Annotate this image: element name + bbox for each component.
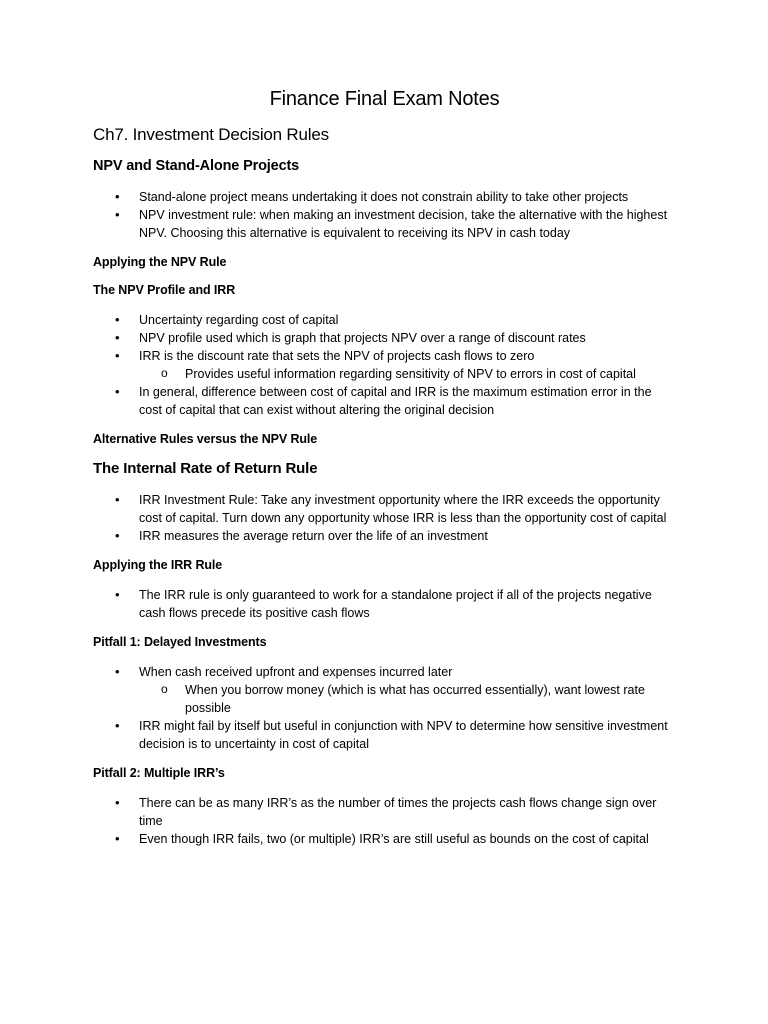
- subheading-alternative-rules: Alternative Rules versus the NPV Rule: [93, 432, 318, 446]
- subheading-pitfall-1: Pitfall 1: Delayed Investments: [93, 635, 267, 649]
- subheading-pitfall-2: Pitfall 2: Multiple IRR’s: [93, 766, 225, 780]
- section-heading-irr-rule: The Internal Rate of Return Rule: [93, 460, 318, 477]
- list-item-text: When cash received upfront and expenses incurred later: [139, 665, 453, 679]
- bullet-list: [93, 794, 676, 848]
- sub-bullet-list: [139, 365, 676, 383]
- bullet-list: [93, 311, 676, 419]
- list-item: • The IRR rule is only guaranteed to work for a standalone project if all of the projects negative cash flows precede its positive cash flows: [93, 586, 676, 622]
- sub-list-item: o Provides useful information regarding sensitivity of NPV to errors in cost of capital: [139, 365, 676, 383]
- list-item-text: IRR is the discount rate that sets the NPV of projects cash flows to zero: [139, 349, 535, 363]
- list-item: [93, 663, 676, 717]
- sub-bullet-list: [139, 681, 676, 717]
- list-item: • There can be as many IRR’s as the number of times the projects cash flows change sign over time: [93, 794, 676, 830]
- bullet-list: [93, 188, 676, 242]
- list-item: • Uncertainty regarding cost of capital: [93, 311, 676, 329]
- list-item: • IRR Investment Rule: Take any investment opportunity where the IRR exceeds the opportunity cost of capital. Turn down any opportunity whose IRR is less than the opportunity cost of capital: [93, 491, 676, 527]
- document-title: Finance Final Exam Notes: [269, 88, 500, 110]
- bullet-list: [93, 586, 676, 622]
- list-item: • Even though IRR fails, two (or multiple) IRR’s are still useful as bounds on the cost of capital: [93, 830, 676, 848]
- subheading-applying-npv: Applying the NPV Rule: [93, 255, 227, 269]
- chapter-heading: Ch7. Investment Decision Rules: [93, 125, 329, 144]
- section-heading-npv-standalone: NPV and Stand-Alone Projects: [93, 158, 300, 174]
- list-item: • In general, difference between cost of capital and IRR is the maximum estimation error in the cost of capital that can exist without altering the original decision: [93, 383, 676, 419]
- bullet-list: [93, 663, 676, 753]
- list-item: • IRR measures the average return over the life of an investment: [93, 527, 676, 545]
- subheading-applying-irr: Applying the IRR Rule: [93, 558, 223, 572]
- list-item: • IRR might fail by itself but useful in conjunction with NPV to determine how sensitive investment decision is to uncertainty in cost of capital: [93, 717, 676, 753]
- sub-list-item: o When you borrow money (which is what has occurred essentially), want lowest rate possible: [139, 681, 676, 717]
- list-item: [93, 347, 676, 383]
- list-item: • NPV profile used which is graph that projects NPV over a range of discount rates: [93, 329, 676, 347]
- bullet-list: [93, 491, 676, 545]
- list-item: • NPV investment rule: when making an investment decision, take the alternative with the highest NPV. Choosing this alternative is equivalent to receiving its NPV in cash today: [93, 206, 676, 242]
- subheading-npv-profile: The NPV Profile and IRR: [93, 283, 236, 297]
- list-item: • Stand-alone project means undertaking it does not constrain ability to take other projects: [93, 188, 676, 206]
